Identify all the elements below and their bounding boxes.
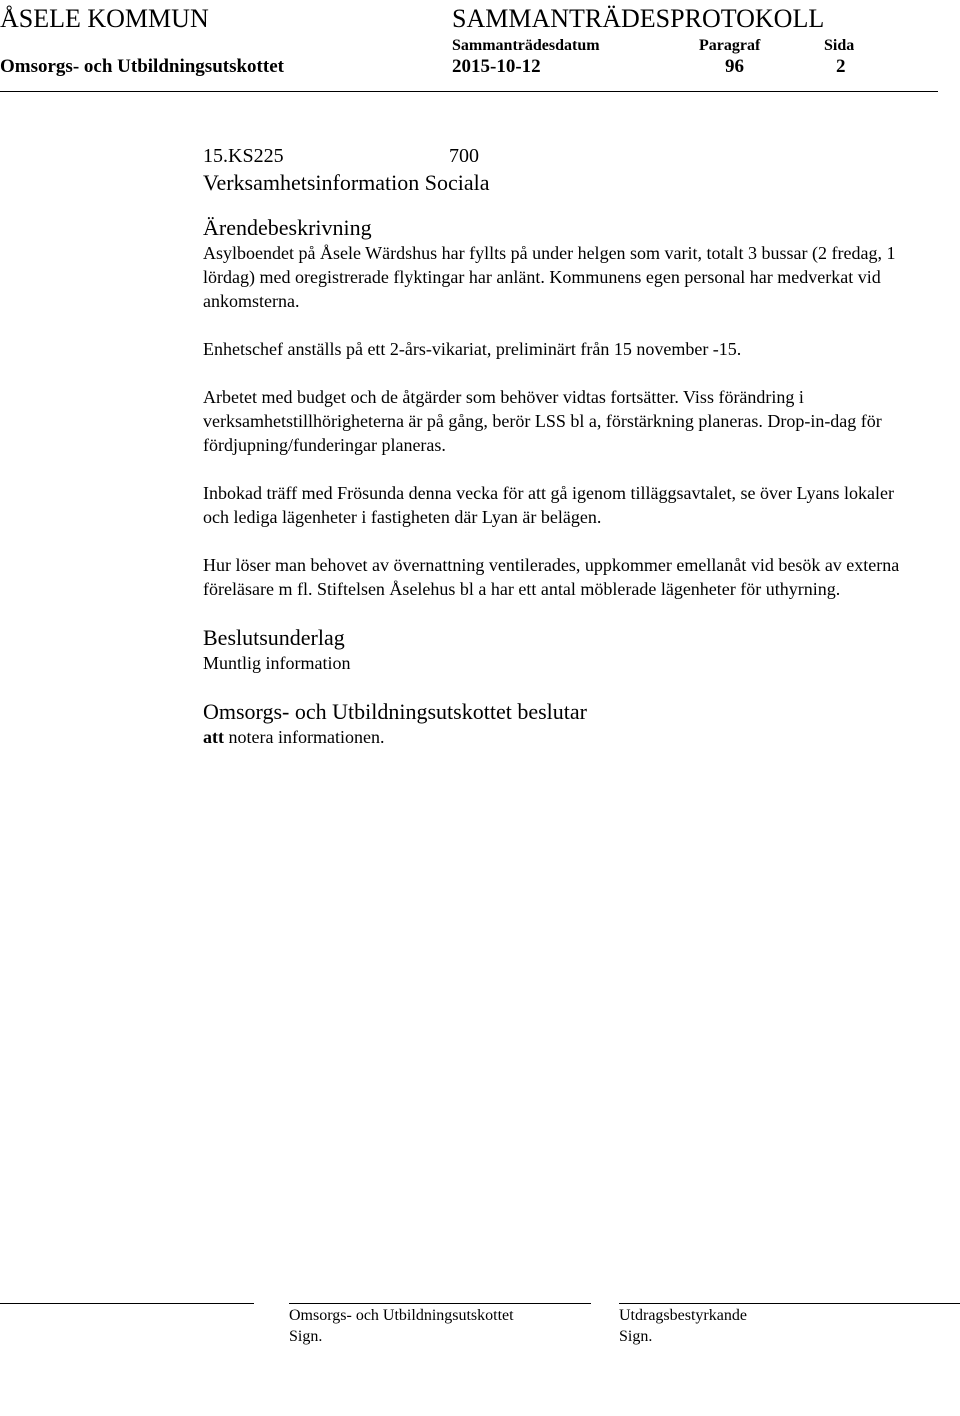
footer-sign-left: Sign. [289,1328,323,1345]
header-divider [0,91,938,92]
page-label: Sida [824,37,855,54]
protocol-body [203,143,903,773]
case-code: 15.KS225 [203,145,284,167]
case-title: Verksamhetsinformation Sociala [203,170,490,195]
footer-certifier: Utdragsbestyrkande [619,1307,747,1324]
decision-heading: Omsorgs- och Utbildningsutskottet beslutar [203,699,587,724]
paragraph-number: 96 [725,56,744,77]
committee-name: Omsorgs- och Utbildningsutskottet [0,56,284,77]
footer-rule-middle [289,1303,591,1304]
document-type: SAMMANTRÄDESPROTOKOLL [452,4,825,33]
decision-body: notera informationen. [224,727,385,747]
description-paragraph: Hur löser man behovet av övernattning ventilerades, uppkommer emellanåt vid besök av externa föreläsare m fl. Stiftelsen Åselehus bl a har ett antal möblerade lägenheter för uthyrning. [203,555,900,599]
footer-rule-right [619,1303,960,1304]
paragraph-label: Paragraf [699,37,761,54]
basis-text: Muntlig information [203,653,351,673]
description-paragraph: Arbetet med budget och de åtgärder som behöver vidtas fortsätter. Viss förändring i verksamhetstillhörigheterna är på gång, berör LSS bl a, förstärkning planeras. Drop-in-dag för fördjupning/funderingar planeras. [203,387,882,455]
basis-heading: Beslutsunderlag [203,625,345,650]
meeting-date-label: Sammanträdesdatum [452,37,600,54]
description-paragraph: Inbokad träff med Frösunda denna vecka för att gå igenom tilläggsavtalet, se över Lyans lokaler och lediga lägenheter i fastigheten där Lyan är belägen. [203,483,894,527]
description-paragraph: Asylboendet på Åsele Wärdshus har fyllts på under helgen som varit, totalt 3 bussar (2 fredag, 1 lördag) med oregistrerade flyktingar har anlänt. Kommunens egen personal har medverkat vid ankomsterna. [203,243,896,311]
description-heading: Ärendebeskrivning [203,215,372,240]
description-paragraph: Enhetschef anställs på ett 2-års-vikariat, preliminärt från 15 november -15. [203,339,742,359]
meeting-date: 2015-10-12 [452,56,541,77]
footer-rule-left [0,1303,254,1304]
decision-text [203,725,903,749]
page-number: 2 [836,56,846,77]
organization-name: ÅSELE KOMMUN [0,4,209,33]
decision-att: att [203,727,224,747]
case-number: 700 [449,145,479,167]
footer-sign-right: Sign. [619,1328,653,1345]
footer-committee: Omsorgs- och Utbildningsutskottet [289,1307,514,1324]
case-reference [203,143,903,169]
